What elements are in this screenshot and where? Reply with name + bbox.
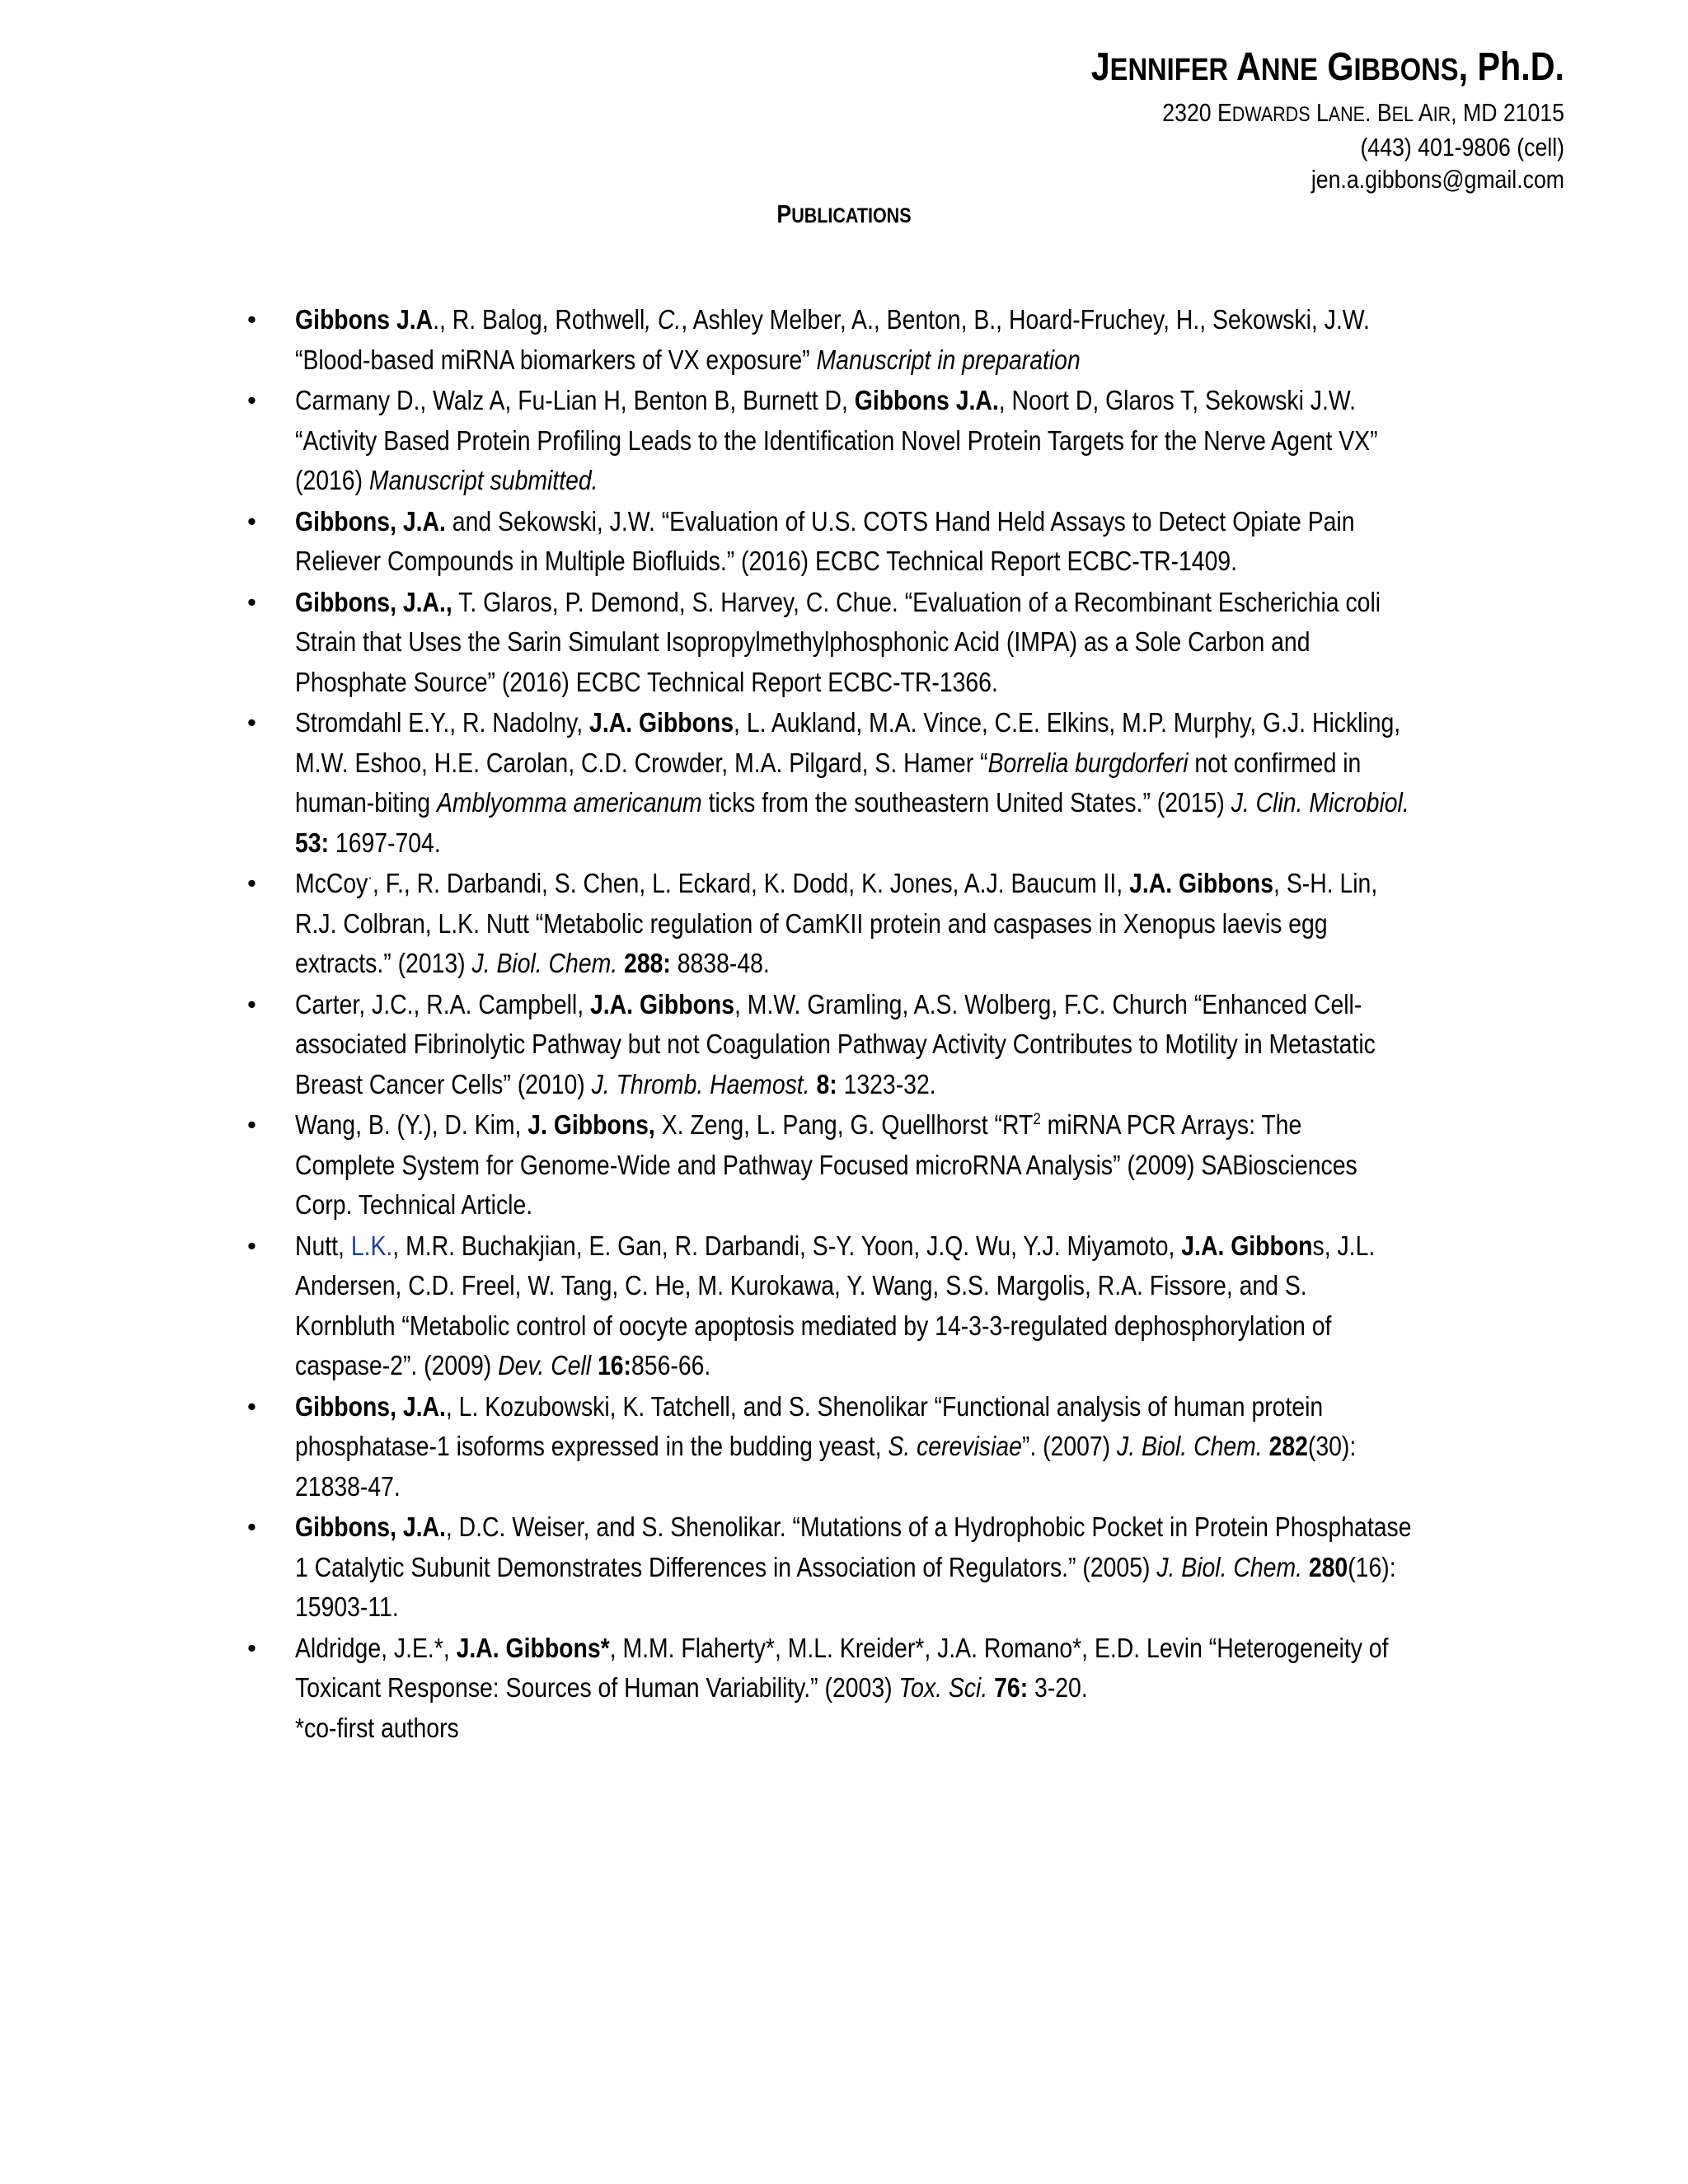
- bullet: •: [247, 1633, 256, 1662]
- publication-item: • Carmany D., Walz A, Fu-Lian H, Benton B, Burnett D, Gibbons J.A., Noort D, Glaros T, Sekowski J.W. “Activity Based Protein Profiling Leads to the Identification Novel Protein Targets for the Nerve Agent VX” (2016) Manuscript submitted.: [0, 381, 1688, 501]
- bullet: •: [247, 708, 256, 737]
- bullet: •: [247, 1512, 256, 1541]
- bullet: •: [247, 506, 256, 536]
- address-line: 2320 EDWARDS LANE. BEL AIR, MD 21015: [1162, 98, 1564, 127]
- section-title: PUBLICATIONS: [776, 199, 912, 228]
- publication-item: • Gibbons, J.A. and Sekowski, J.W. “Evaluation of U.S. COTS Hand Held Assays to Detect Opiate Pain Reliever Compounds in Multiple Biofluids.” (2016) ECBC Technical Report ECBC-TR-1409.: [0, 502, 1688, 582]
- publication-item: • Gibbons, J.A., D.C. Weiser, and S. Shenolikar. “Mutations of a Hydrophobic Pocket in Protein Phosphatase 1 Catalytic Subunit Demonstrates Differences in Association of Regulators.” (2005) J. Biol. Chem. 280(16): 15903-11.: [0, 1507, 1688, 1628]
- bullet: •: [247, 1391, 256, 1421]
- phone-line: (443) 401-9806 (cell): [1360, 133, 1564, 162]
- bullet: •: [247, 869, 256, 898]
- publication-list: [0, 300, 1688, 1749]
- contact-header: [575, 41, 1564, 195]
- publication-item: • Aldridge, J.E.*, J.A. Gibbons*, M.M. Flaherty*, M.L. Kreider*, J.A. Romano*, E.D. Levin “Heterogeneity of Toxicant Response: Sources of Human Variability.” (2003) Tox. Sci. 76: 3-20. *co-first authors: [0, 1629, 1688, 1749]
- publication-item: • Gibbons J.A., R. Balog, Rothwell, C., Ashley Melber, A., Benton, B., Hoard-Fruchey, H., Sekowski, J.W. “Blood-based miRNA biomarkers of VX exposure” Manuscript in preparation: [0, 300, 1688, 380]
- co-first-note: *co-first authors: [295, 1712, 459, 1743]
- email-line: jen.a.gibbons@gmail.com: [1311, 165, 1564, 194]
- publication-item: • Gibbons, J.A., T. Glaros, P. Demond, S. Harvey, C. Chue. “Evaluation of a Recombinant Escherichia coli Strain that Uses the Sarin Simulant Isopropylmethylphosphonic Acid (IMPA) as a Sole Carbon and Phosphate Source” (2016) ECBC Technical Report ECBC-TR-1366.: [0, 583, 1688, 703]
- bullet: •: [247, 1110, 256, 1139]
- bullet: •: [247, 587, 256, 616]
- publication-item: • Carter, J.C., R.A. Campbell, J.A. Gibbons, M.W. Gramling, A.S. Wolberg, F.C. Church “Enhanced Cell- associated Fibrinolytic Pathway but not Coagulation Pathway Activity Contributes to Motility in Metastatic Breast Cancer Cells” (2010) J. Thromb. Haemost. 8: 1323-32.: [0, 985, 1688, 1105]
- bullet: •: [247, 305, 256, 334]
- author-name: JENNIFER ANNE GIBBONS, Ph.D.: [1090, 45, 1564, 89]
- publication-item: • Stromdahl E.Y., R. Nadolny, J.A. Gibbons, L. Aukland, M.A. Vince, C.E. Elkins, M.P. Murphy, G.J. Hickling, M.W. Eshoo, H.E. Carolan, C.D. Crowder, M.A. Pilgard, S. Hamer “Borrelia burgdorferi not confirmed in human-biting Amblyomma americanum ticks from the southeastern United States.” (2015) J. Clin. Microbiol. 53: 1697-704.: [0, 703, 1688, 863]
- bullet: •: [247, 386, 256, 415]
- publication-item: • Nutt, L.K., M.R. Buchakjian, E. Gan, R. Darbandi, S-Y. Yoon, J.Q. Wu, Y.J. Miyamoto, J.A. Gibbons, J.L. Andersen, C.D. Freel, W. Tang, C. He, M. Kurokawa, Y. Wang, S.S. Margolis, R.A. Fissore, and S. Kornbluth “Metabolic control of oocyte apoptosis mediated by 14-3-3-regulated dephosphorylation of caspase-2”. (2009) Dev. Cell 16:856-66.: [0, 1226, 1688, 1386]
- publication-item: • Gibbons, J.A., L. Kozubowski, K. Tatchell, and S. Shenolikar “Functional analysis of human protein phosphatase-1 isoforms expressed in the budding yeast, S. cerevisiae”. (2007) J. Biol. Chem. 282(30): 21838-47.: [0, 1387, 1688, 1507]
- bullet: •: [247, 1230, 256, 1260]
- publication-item: • Wang, B. (Y.), D. Kim, J. Gibbons, X. Zeng, L. Pang, G. Quellhorst “$RT^2$ miRNA PCR Arrays: The Complete System for Genome-Wide and Pathway Focused microRNA Analysis” (2009) SABiosciences Corp. Technical Article.: [0, 1105, 1688, 1226]
- bullet: •: [247, 989, 256, 1019]
- publication-item: • McCoy·, F., R. Darbandi, S. Chen, L. Eckard, K. Dodd, K. Jones, A.J. Baucum II, J.A. Gibbons, S-H. Lin, R.J. Colbran, L.K. Nutt “Metabolic regulation of CamKII protein and caspases in Xenopus laevis egg extracts.” (2013) J. Biol. Chem. 288: 8838-48.: [0, 864, 1688, 984]
